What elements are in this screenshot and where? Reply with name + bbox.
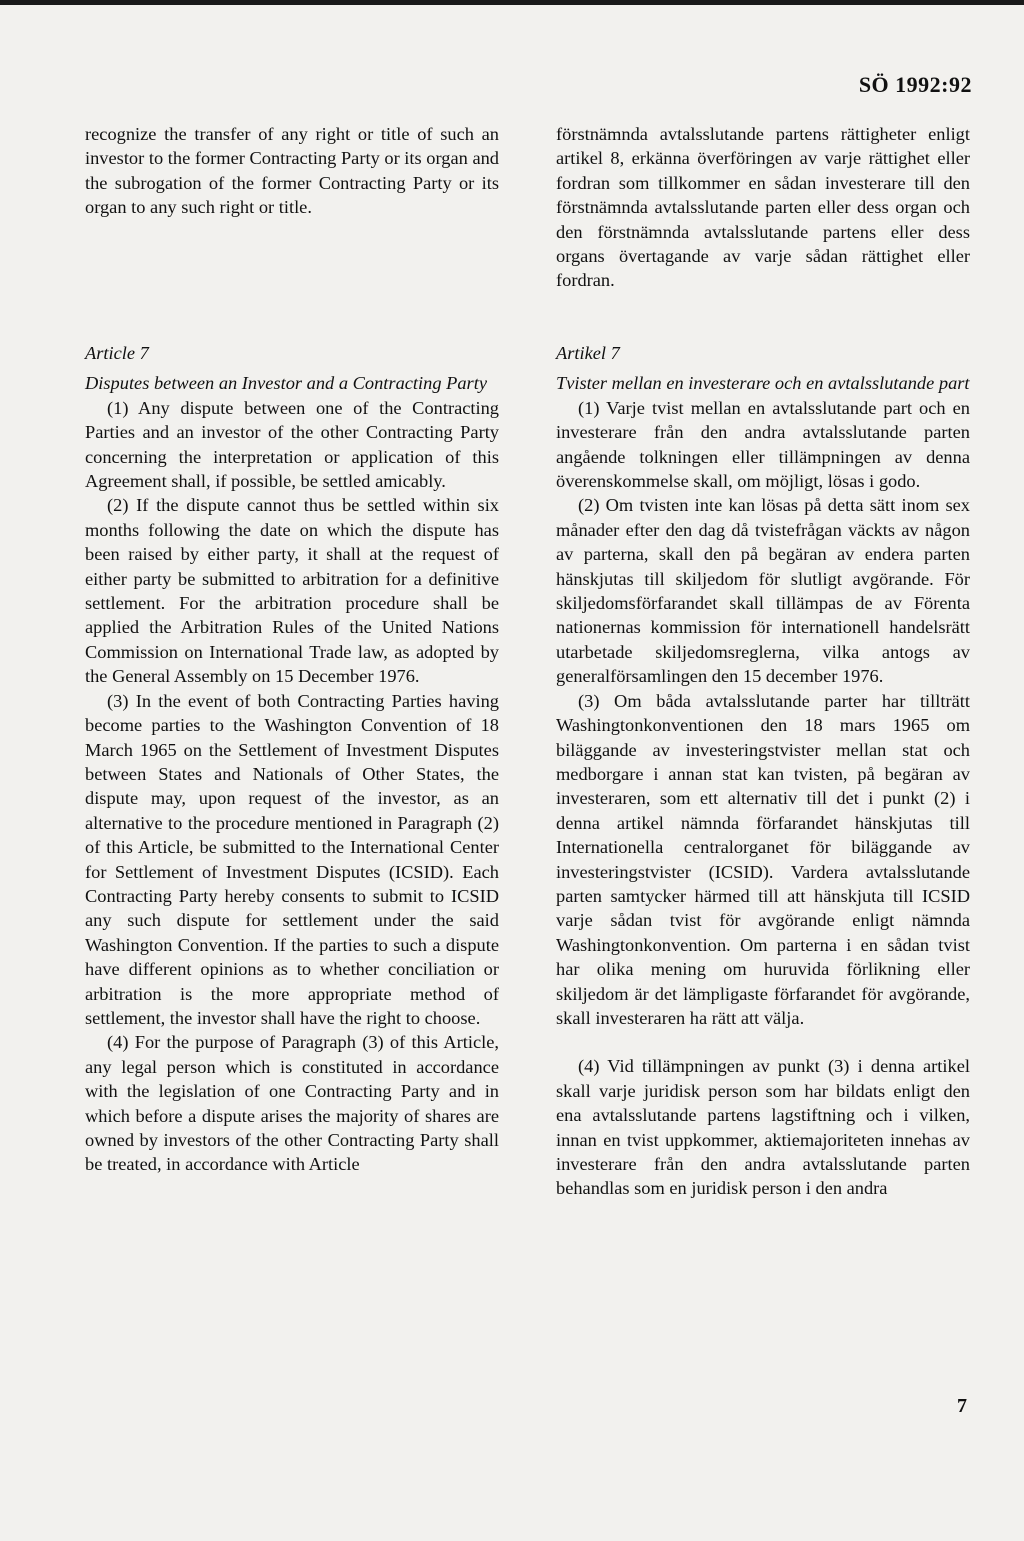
english-paragraph-4: (4) For the purpose of Paragraph (3) of this Article, any legal person which is constituted in accordance with the legislation of one Contracting Party and in which before a dispute arises the majority of shares are owned by investors of the other Contracting Party shall be treated, in accordance with Article bbox=[85, 1032, 499, 1175]
english-article-heading: Article 7 bbox=[85, 343, 149, 363]
swedish-column bbox=[556, 122, 970, 1201]
english-paragraph-1: (1) Any dispute between one of the Contracting Parties and an investor of the other Contracting Party concerning the interpretation or application of this Agreement shall, if possible, be settled amicably. bbox=[85, 397, 499, 492]
english-column bbox=[85, 122, 499, 1177]
swedish-paragraph-1: (1) Varje tvist mellan en avtalsslutande part och en investerare från den andra avtalsslutande parten angående tolkningen eller tillämpningen av denna överenskommelse skall, om möjligt, lösas i godo. bbox=[556, 397, 970, 492]
page-reference: SÖ 1992:92 bbox=[858, 72, 972, 97]
page-number: 7 bbox=[957, 1395, 967, 1417]
swedish-article-title: Tvister mellan en investerare och en avtalsslutande part bbox=[556, 373, 970, 394]
english-article-title: Disputes between an Investor and a Contracting Party bbox=[85, 373, 487, 394]
swedish-paragraph-2: (2) Om tvisten inte kan lösas på detta sätt inom sex månader efter den dag då tvistefrågan väckts av någon av parterna, skall den på begäran av endera parten hänskjutas till skiljedom för slutligt avgörande. För skiljedomsförfarandet skall tillämpas de av Förenta nationernas kommission för internationell handelsrätt utarbetade skiljedomsreglerna, vilka antogs av generalförsamlingen den 15 december 1976. bbox=[556, 495, 970, 687]
swedish-article-heading: Artikel 7 bbox=[556, 343, 620, 363]
swedish-paragraph-4: (4) Vid tillämpningen av punkt (3) i denna artikel skall varje juridisk person som har bildats enligt den ena avtalsslutande partens lagstiftning och i vilken, innan en tvist uppkommer, aktiemajoriteten innehas av investerare från den andra avtalsslutande parten behandlas som en juridisk person i den andra bbox=[556, 1056, 970, 1199]
top-border-line bbox=[0, 0, 1024, 5]
english-paragraph-2: (2) If the dispute cannot thus be settled within six months following the date on which the dispute has been raised by either party, it shall at the request of either party be submitted to arbitration for a definitive settlement. For the arbitration procedure shall be applied the Arbitration Rules of the United Nations Commission on International Trade law, as adopted by the General Assembly on 15 December 1976. bbox=[85, 495, 499, 687]
english-intro-paragraph: recognize the transfer of any right or title of such an investor to the former Contracting Party or its organ and the subrogation of the former Contracting Party or its organ to any such right or title. bbox=[85, 124, 499, 218]
swedish-paragraph-3: (3) Om båda avtalsslutande parter har tillträtt Washingtonkonventionen den 18 mars 1965 om biläggande av investeringstvister mellan stat och medborgare i annan stat kan tvisten, på begäran av investeraren, som ett alternativ till det i punkt (2) i denna artikel nämnda förfarandet hänskjutas till Internationella centralorganet för biläggande av investeringstvister (ICSID). Vardera avtalsslutande parten samtycker härmed till att hänskjuta till ICSID varje sådan tvist för avgörande enligt nämnda Washingtonkonvention. Om parterna i en sådan tvist har olika mening om huruvida förlikning eller skiljedom är det lämpligaste förfarandet för avgörande, skall investeraren ha rätt att välja. bbox=[556, 690, 970, 1028]
english-paragraph-3: (3) In the event of both Contracting Parties having become parties to the Washington Convention of 18 March 1965 on the Settlement of Investment Disputes between States and Nationals of Other States, the dispute may, upon request of the investor, as an alternative to the procedure mentioned in Paragraph (2) of this Article, be submitted to the International Center for Settlement of Investment Disputes (ICSID). Each Contracting Party hereby consents to submit to ICSID any such dispute for settlement under the said Washington Convention. If the parties to such a dispute have different opinions as to whether conciliation or arbitration is the more appropriate method of settlement, the investor shall have the right to choose. bbox=[85, 690, 499, 1028]
swedish-intro-paragraph: förstnämnda avtalsslutande partens rättigheter enligt artikel 8, erkänna överföringen av varje rättighet eller fordran som tillkommer en sådan investerare till den förstnämnda avtalsslutande parten eller dess organ och den förstnämnda avtalsslutande partens eller dess organs övertagande av varje sådan rättighet eller fordran. bbox=[556, 124, 970, 291]
